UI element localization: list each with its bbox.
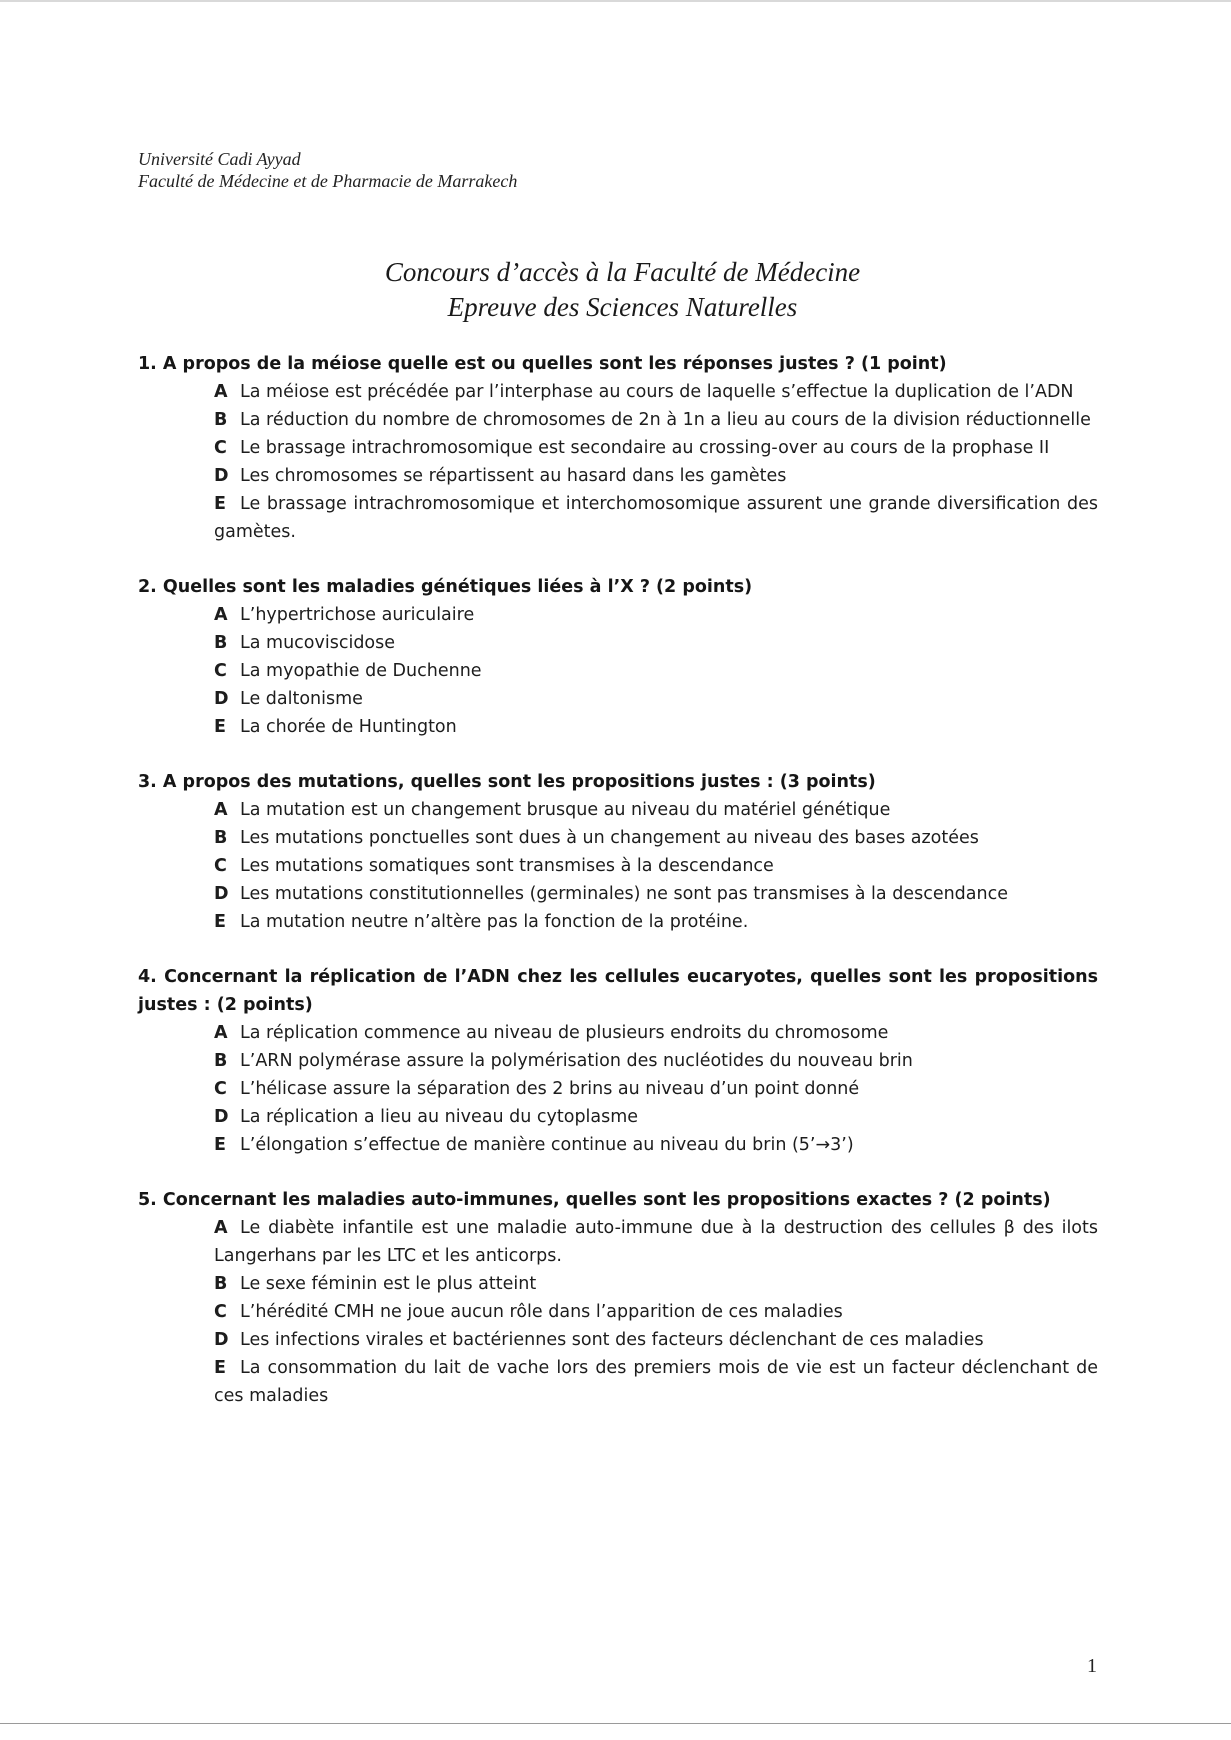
- option-c: C L’hérédité CMH ne joue aucun rôle dans l’apparition de ces maladies: [214, 1302, 843, 1322]
- option-c: C Les mutations somatiques sont transmises à la descendance: [214, 856, 774, 876]
- question-header: [138, 573, 1098, 601]
- option-b: B La réduction du nombre de chromosomes de 2n à 1n a lieu au cours de la division réductionnelle: [214, 410, 1091, 430]
- question-number: 4.: [138, 967, 157, 987]
- question-header: [138, 963, 1098, 1019]
- exam-title-line-2: Epreuve des Sciences Naturelles: [447, 292, 798, 322]
- question-text: Concernant la réplication de l’ADN chez les cellules eucaryotes, quelles sont les propositions justes : (2 points): [138, 967, 1098, 1015]
- option-e: E La mutation neutre n’altère pas la fonction de la protéine.: [214, 912, 749, 932]
- bottom-scan-edge: [0, 1723, 1231, 1724]
- question-text: Concernant les maladies auto-immunes, quelles sont les propositions exactes ? (2 points): [162, 1190, 1051, 1210]
- option-b: B L’ARN polymérase assure la polymérisation des nucléotides du nouveau brin: [214, 1051, 913, 1071]
- question-text: A propos de la méiose quelle est ou quelles sont les réponses justes ? (1 point): [162, 354, 947, 374]
- option-d: D Les chromosomes se répartissent au hasard dans les gamètes: [214, 466, 787, 486]
- question-4: [138, 963, 1098, 1159]
- option-e: E Le brassage intrachromosomique et interchomosomique assurent une grande diversification des gamètes.: [214, 494, 1098, 542]
- page-number: 1: [1087, 1655, 1097, 1677]
- option-b: B Les mutations ponctuelles sont dues à un changement au niveau des bases azotées: [214, 828, 979, 848]
- question-1: [138, 350, 1098, 546]
- faculty-name: Faculté de Médecine et de Pharmacie de Marrakech: [138, 171, 518, 191]
- exam-title-line-1: Concours d’accès à la Faculté de Médecine: [384, 257, 861, 287]
- option-c: C Le brassage intrachromosomique est secondaire au crossing-over au cours de la prophase II: [214, 438, 1050, 458]
- option-list: [138, 601, 1098, 741]
- question-text: A propos des mutations, quelles sont les propositions justes : (3 points): [162, 772, 876, 792]
- option-e: E La consommation du lait de vache lors des premiers mois de vie est un facteur déclenchant de ces maladies: [214, 1358, 1098, 1406]
- option-a: A La méiose est précédée par l’interphase au cours de laquelle s’effectue la duplication de l’ADN: [214, 382, 1074, 402]
- option-b: B La mucoviscidose: [214, 633, 396, 653]
- option-e: E La chorée de Huntington: [214, 717, 457, 737]
- question-number: 3.: [138, 772, 157, 792]
- question-header: [138, 1186, 1098, 1214]
- question-list: [138, 350, 1098, 1437]
- option-list: [138, 1019, 1098, 1159]
- question-header: [138, 350, 1098, 378]
- top-scan-edge: [0, 0, 1231, 2]
- question-number: 2.: [138, 577, 157, 597]
- option-b: B Le sexe féminin est le plus atteint: [214, 1274, 537, 1294]
- option-e: E L’élongation s’effectue de manière continue au niveau du brin (5’→3’): [214, 1135, 854, 1155]
- university-name: Université Cadi Ayyad: [138, 149, 301, 169]
- option-a: A La réplication commence au niveau de plusieurs endroits du chromosome: [214, 1023, 889, 1043]
- option-d: D Les infections virales et bactériennes sont des facteurs déclenchant de ces maladies: [214, 1330, 984, 1350]
- option-list: [138, 796, 1098, 936]
- question-3: [138, 768, 1098, 936]
- exam-title: [0, 255, 1231, 325]
- option-c: C L’hélicase assure la séparation des 2 brins au niveau d’un point donné: [214, 1079, 860, 1099]
- question-text: Quelles sont les maladies génétiques liées à l’X ? (2 points): [162, 577, 753, 597]
- institution-header: [138, 148, 517, 192]
- option-a: A Le diabète infantile est une maladie auto-immune due à la destruction des cellules β des ilots Langerhans par les LTC et les anticorps.: [214, 1218, 1098, 1266]
- option-d: D Le daltonisme: [214, 689, 363, 709]
- question-2: [138, 573, 1098, 741]
- question-number: 5.: [138, 1190, 157, 1210]
- question-header: [138, 768, 1098, 796]
- option-d: D La réplication a lieu au niveau du cytoplasme: [214, 1107, 639, 1127]
- question-number: 1.: [138, 354, 157, 374]
- option-list: [138, 1214, 1098, 1410]
- question-5: [138, 1186, 1098, 1410]
- option-c: C La myopathie de Duchenne: [214, 661, 482, 681]
- option-a: A La mutation est un changement brusque au niveau du matériel génétique: [214, 800, 891, 820]
- option-d: D Les mutations constitutionnelles (germinales) ne sont pas transmises à la descendance: [214, 884, 1008, 904]
- option-a: A L’hypertrichose auriculaire: [214, 605, 475, 625]
- option-list: [138, 378, 1098, 546]
